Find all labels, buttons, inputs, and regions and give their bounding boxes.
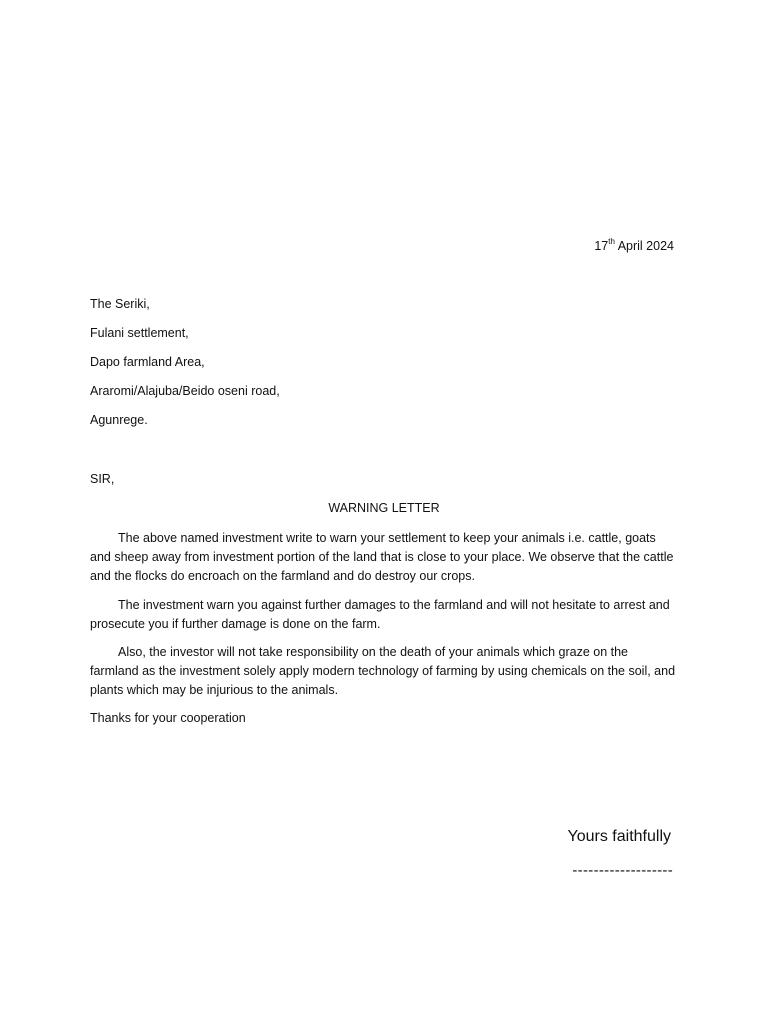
address-line-5: Agunrege. xyxy=(90,413,148,427)
address-line-4: Araromi/Alajuba/Beido oseni road, xyxy=(90,384,280,398)
letter-date xyxy=(594,239,674,253)
address-line-2: Fulani settlement, xyxy=(90,326,189,340)
body-paragraph-1: The above named investment write to warn your settlement to keep your animals i.e. cattle, goats and sheep away from investment portion of the land that is close to your place. We observe that the cattle and the flocks do encroach on the farmland and do destroy our crops. xyxy=(90,531,674,583)
signature-line: ------------------- xyxy=(572,862,673,879)
date-day: 17 xyxy=(594,239,609,253)
address-line-3: Dapo farmland Area, xyxy=(90,355,205,369)
salutation: SIR, xyxy=(90,472,115,486)
address-line-1: The Seriki, xyxy=(90,297,150,311)
body-paragraph-3: Also, the investor will not take responsibility on the death of your animals which graze on the farmland as the investment solely apply modern technology of farming by using chemicals on the soil, and plants which may be injurious to the animals. xyxy=(90,645,676,697)
letter-subject: WARNING LETTER xyxy=(328,501,440,515)
date-suffix: th xyxy=(608,237,615,246)
sign-off: Yours faithfully xyxy=(567,828,671,845)
date-month-year: April 2024 xyxy=(614,239,674,253)
closing-line: Thanks for your cooperation xyxy=(90,711,246,725)
body-paragraph-2: The investment warn you against further damages to the farmland and will not hesitate to arrest and prosecute you if further damage is done on the farm. xyxy=(90,598,670,631)
